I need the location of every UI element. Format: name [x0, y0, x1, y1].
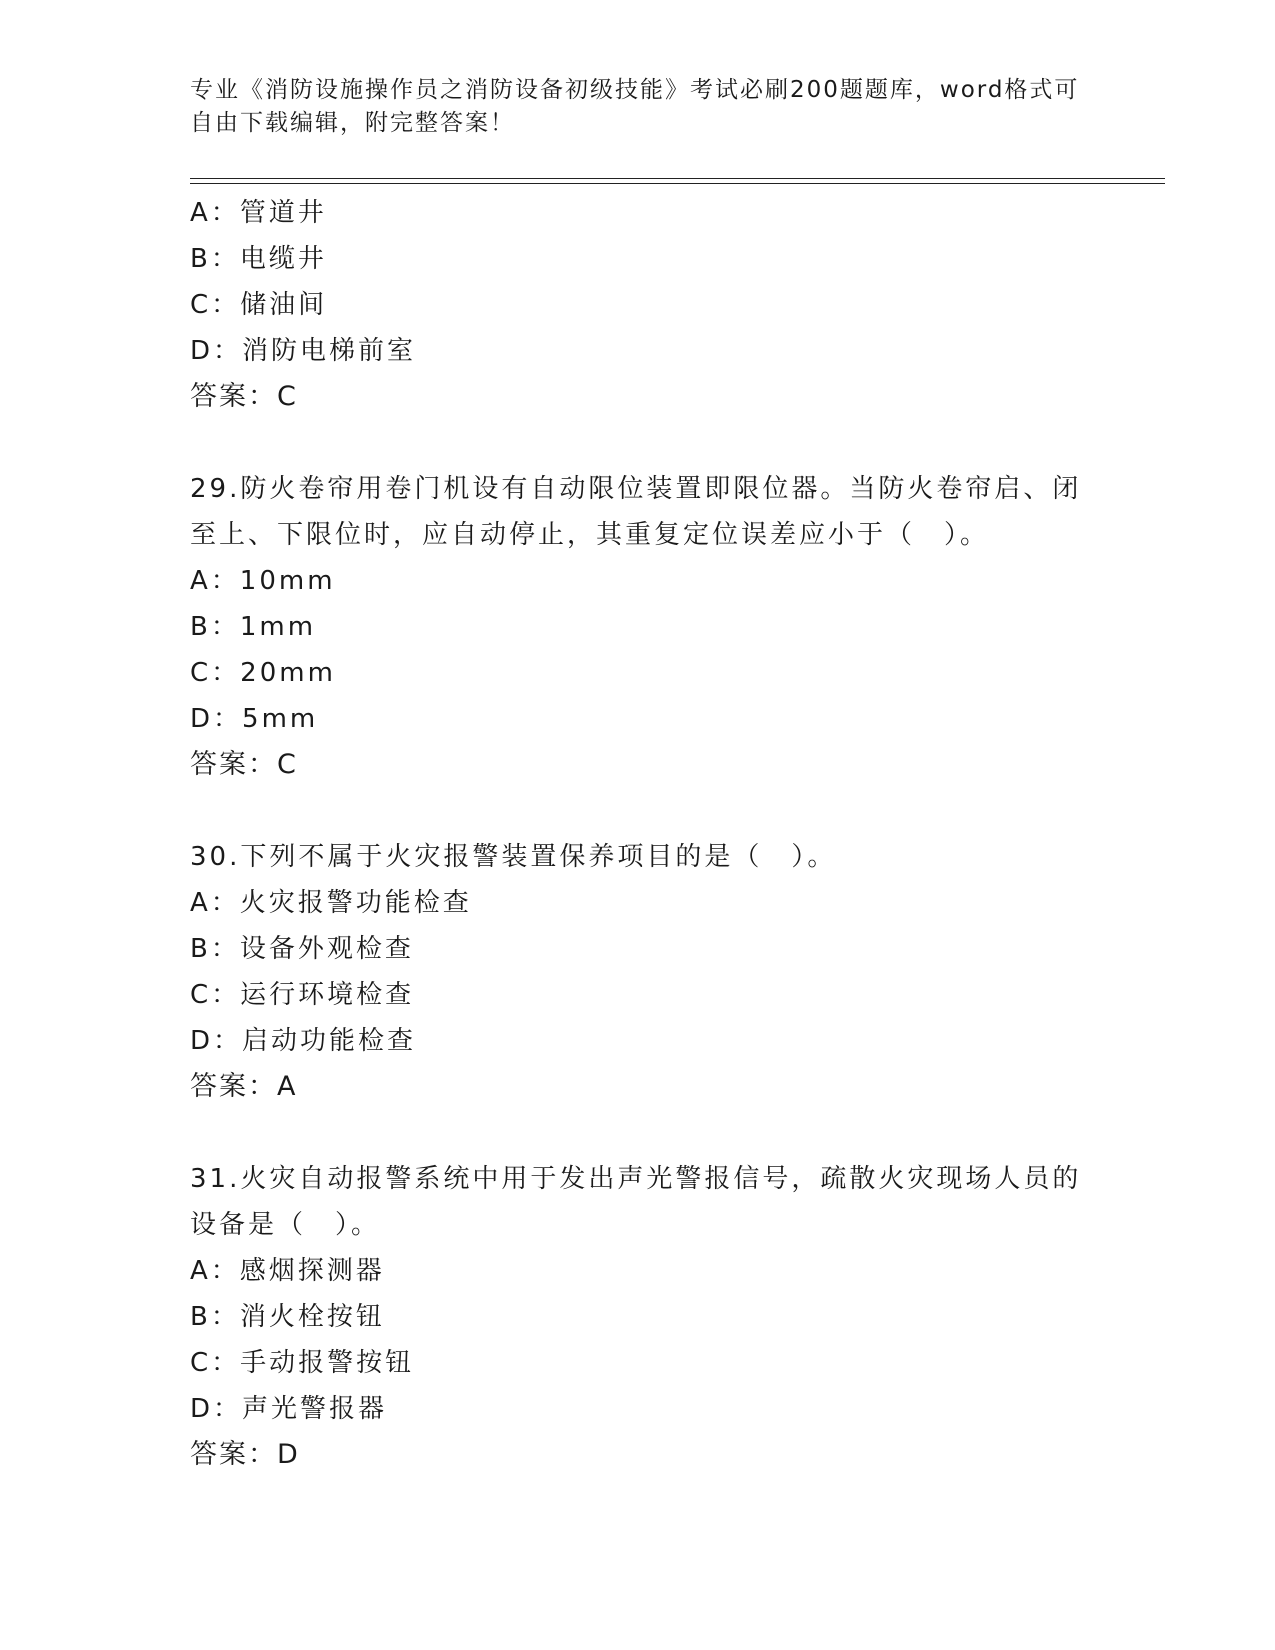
option-b: B：消火栓按钮	[190, 1302, 385, 1332]
question-block-30	[190, 834, 1090, 1110]
question-text-line-1: 29.防火卷帘用卷门机设有自动限位装置即限位器。当防火卷帘启、闭	[190, 474, 1082, 504]
option-c: C：手动报警按钮	[190, 1348, 415, 1378]
option-d: D：启动功能检查	[190, 1026, 417, 1056]
question-text-line-1: 31.火灾自动报警系统中用于发出声光警报信号，疏散火灾现场人员的	[190, 1164, 1082, 1194]
question-block-31	[190, 1156, 1090, 1478]
document-header: 专业《消防设施操作员之消防设备初级技能》考试必刷200题题库，word格式可自由下载编辑，附完整答案！	[190, 77, 1080, 136]
answer: 答案：A	[190, 1071, 298, 1102]
option-b: B：1mm	[190, 612, 317, 642]
question-list	[190, 190, 1090, 1478]
option-a: A：10mm	[190, 566, 336, 596]
question-text-line-2: 至上、下限位时，应自动停止，其重复定位误差应小于（ ）。	[190, 520, 990, 550]
option-b: B：电缆井	[190, 244, 327, 274]
option-c: C：20mm	[190, 658, 336, 688]
answer: 答案：D	[190, 1439, 300, 1470]
option-d: D：5mm	[190, 704, 319, 734]
question-block-29	[190, 466, 1090, 788]
question-text-line-2: 设备是（ ）。	[190, 1210, 381, 1240]
option-a: A：感烟探测器	[190, 1256, 385, 1286]
option-c: C：运行环境检查	[190, 980, 415, 1010]
option-b: B：设备外观检查	[190, 934, 414, 964]
answer: 答案：C	[190, 749, 298, 780]
option-c: C：储油间	[190, 290, 328, 320]
option-d: D：消防电梯前室	[190, 336, 417, 366]
option-a: A：管道井	[190, 198, 327, 228]
header-divider-top	[190, 178, 1165, 179]
header-divider-bottom	[190, 183, 1165, 184]
question-text-line-1: 30.下列不属于火灾报警装置保养项目的是（ ）。	[190, 842, 837, 872]
option-d: D：声光警报器	[190, 1394, 388, 1424]
option-a: A：火灾报警功能检查	[190, 888, 472, 918]
question-block-28	[190, 190, 1090, 420]
answer: 答案：C	[190, 381, 298, 412]
